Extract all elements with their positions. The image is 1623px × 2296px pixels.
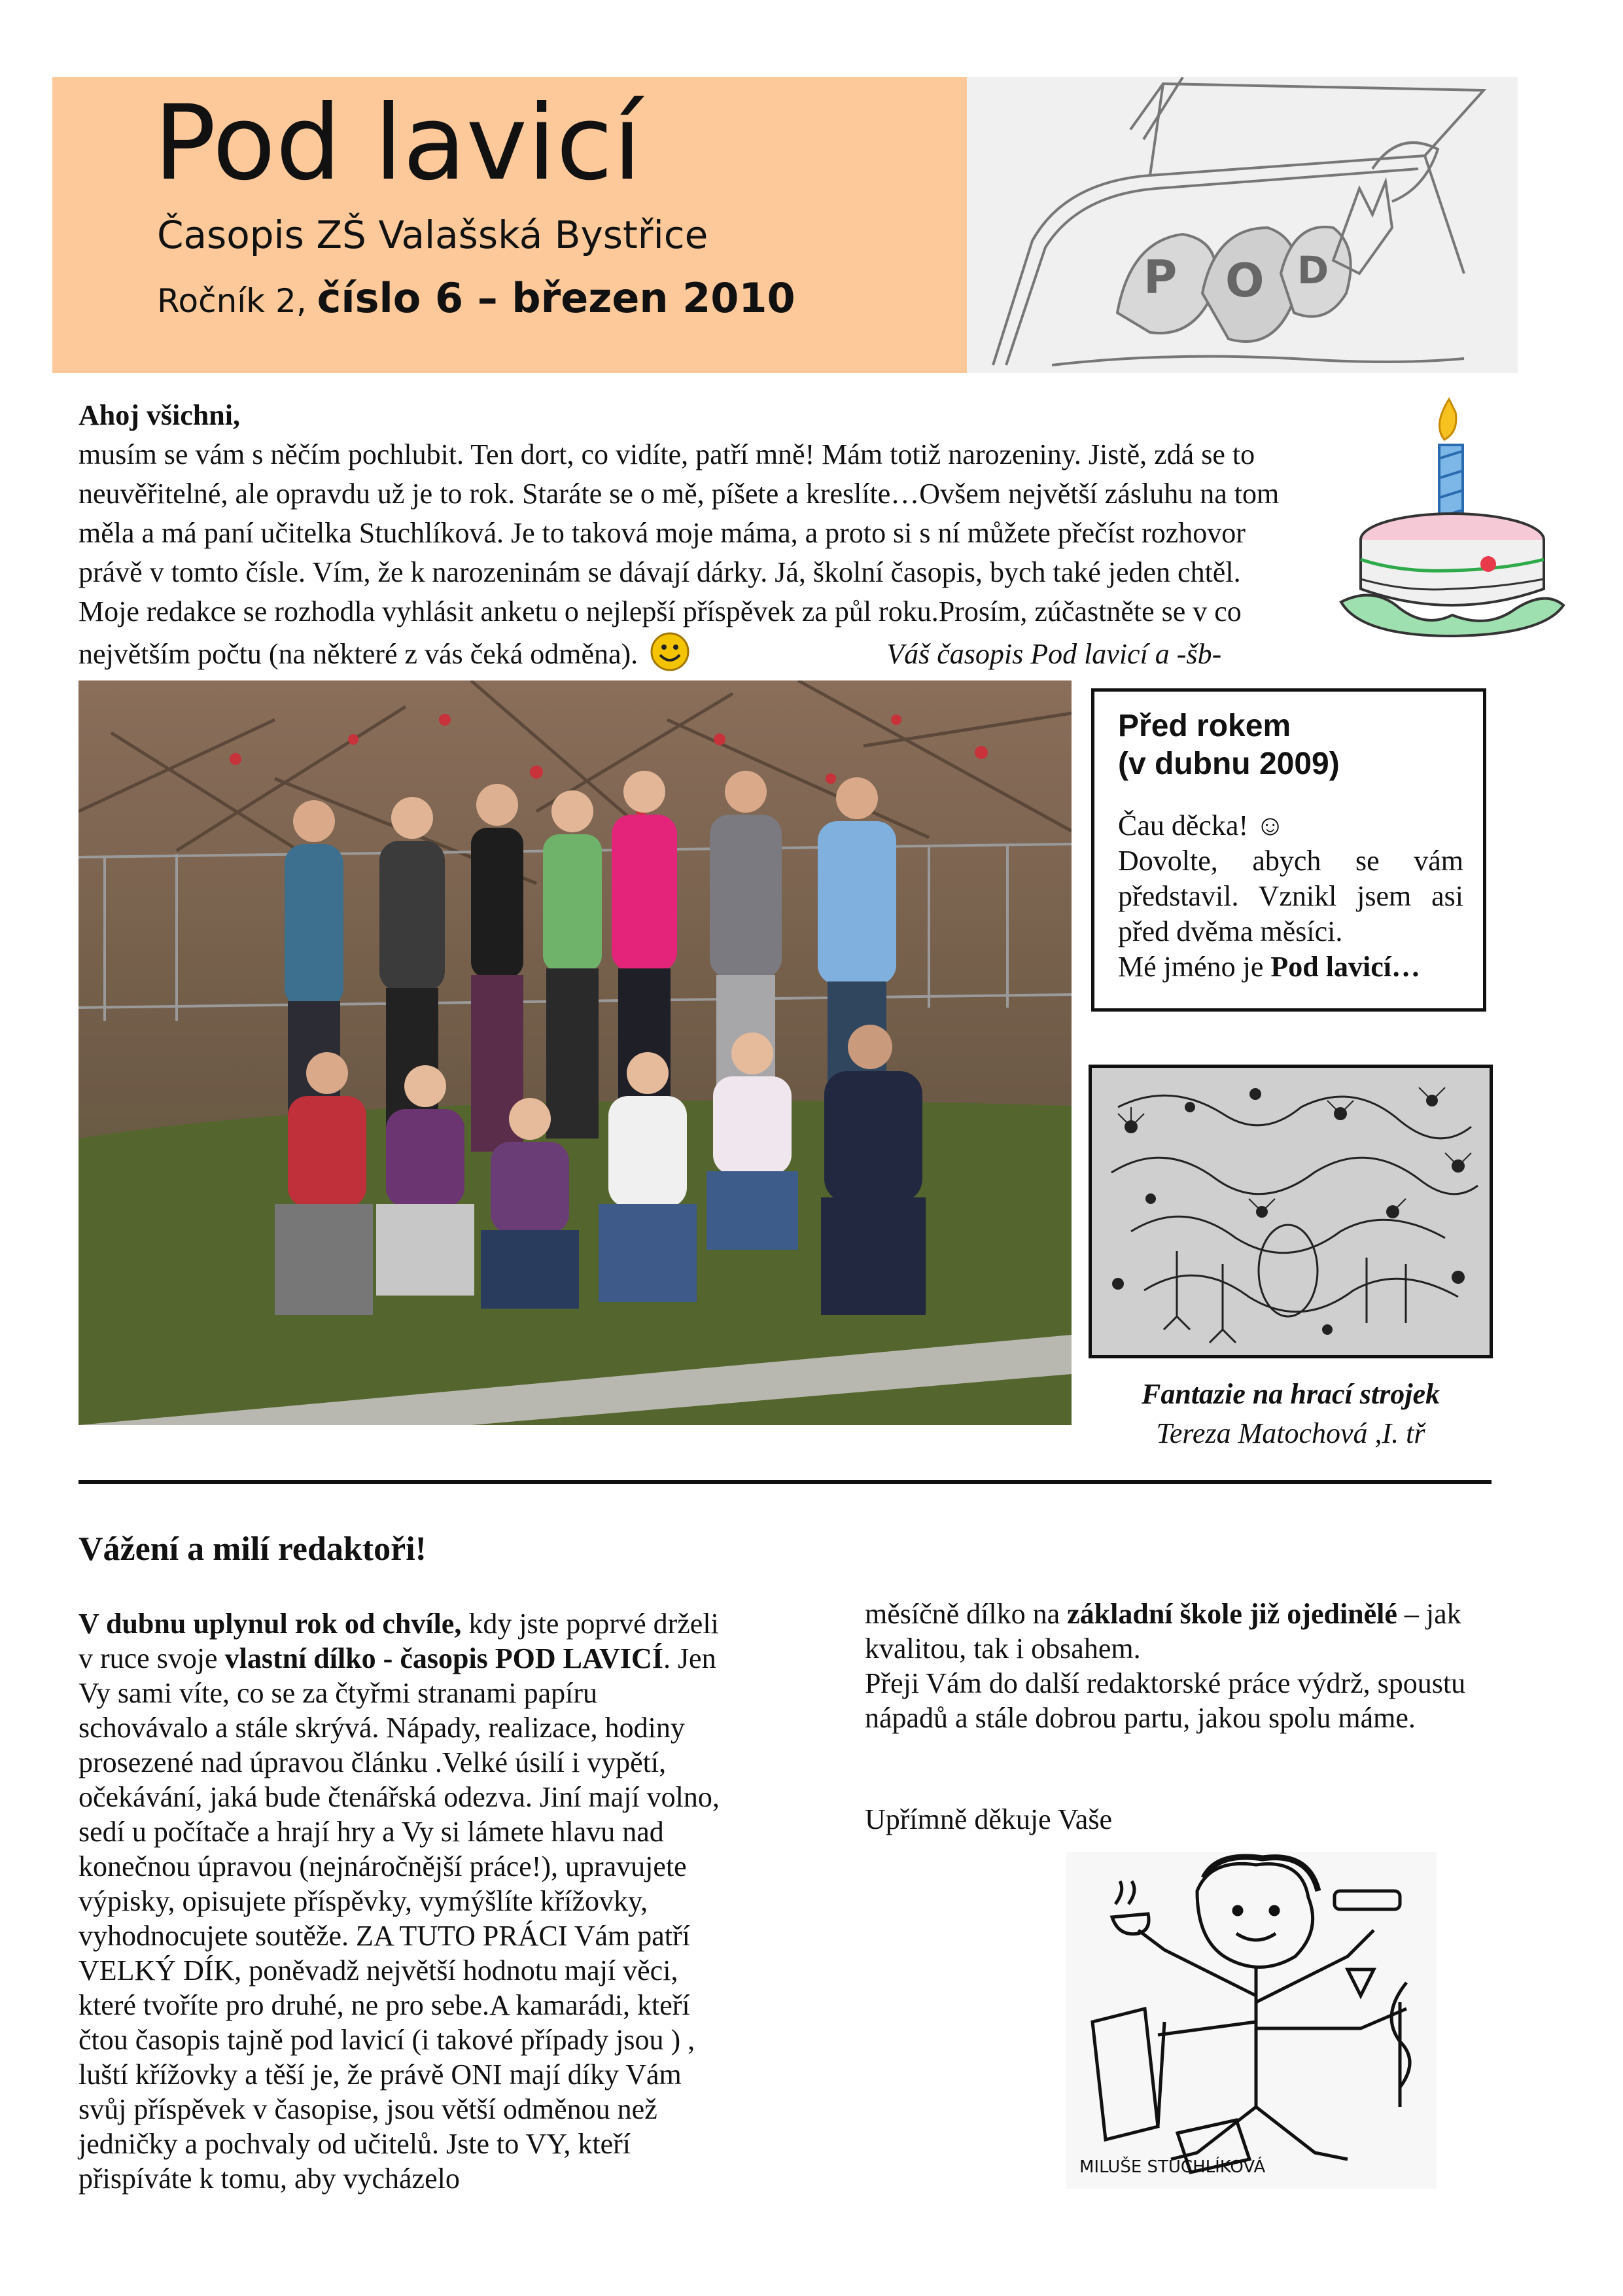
editorial-line: luští křížovky a těší je, že právě ONI mají díky Vám — [79, 2058, 682, 2091]
smiley-icon — [650, 631, 690, 682]
issue-number: číslo 6 – březen 2010 — [317, 274, 795, 322]
issue-info — [157, 274, 795, 322]
editorial-line: vyhodnocujete soutěže. ZA TUTO PRÁCI Vám patří — [79, 1920, 690, 1952]
intro-line: Moje redakce se rozhodla vyhlásit anketu o nejlepší příspěvek za půl roku.Prosím, zúčastněte se v co — [79, 595, 1242, 627]
page-title: Pod lavicí — [154, 83, 642, 203]
year-ago-box — [1091, 688, 1486, 1012]
svg-text:P: P — [1143, 251, 1178, 304]
editorial-line: schovávalo a stále skrývá. Nápady, realizace, hodiny — [79, 1712, 685, 1744]
editorial-line: Přeji Vám do další redaktorské práce výdrž, spoustu — [865, 1667, 1466, 1699]
editorial-line: výpisky, opisujete příspěvky, vymýšlíte křížovky, — [79, 1885, 648, 1917]
drawing-caption-title: Fantazie na hrací strojek — [1142, 1378, 1440, 1410]
portrait-signature: MILUŠE STUCHLÍKOVÁ — [1079, 2157, 1266, 2177]
drawing-caption-author: Tereza Matochová ,I. tř — [1156, 1417, 1425, 1449]
editorial-column-left — [79, 1606, 811, 2196]
editorial-line: Vy sami víte, co se za čtyřmi stranami papíru — [79, 1677, 597, 1709]
birthday-cake-icon — [1335, 393, 1570, 641]
editorial-line: svůj příspěvek v časopise, jsou větší odměnou než — [79, 2093, 657, 2125]
editorial-text: měsíčně dílko na — [865, 1598, 1068, 1630]
year-ago-name: Pod lavicí… — [1270, 951, 1420, 983]
music-box-drawing-image — [1089, 1065, 1493, 1358]
intro-last-line — [79, 631, 1335, 682]
editorial-text: v ruce svoje — [79, 1642, 225, 1674]
year-ago-line — [1118, 949, 1463, 985]
editorial-text: – jak — [1397, 1598, 1461, 1630]
class-group-photo — [79, 680, 1072, 1425]
issue-prefix: Ročník 2, — [157, 282, 307, 320]
editorial-line: přispíváte k tomu, aby vycházelo — [79, 2163, 460, 2195]
editorial-bold-phrase: vlastní dílko - časopis POD LAVICÍ — [224, 1642, 663, 1674]
editorial-line: čtou časopis tajně pod lavicí (i takové případy jsou ) , — [79, 2024, 695, 2056]
editorial-column-right — [865, 1597, 1519, 1735]
section-divider — [79, 1480, 1492, 1484]
editorial-line: VELKÝ DÍK, poněvadž největší hodnotu mají věci, — [79, 1954, 678, 1987]
year-ago-name-prefix: Mé jméno je — [1118, 951, 1271, 983]
editorial-heading: Vážení a milí redaktoři! — [79, 1530, 427, 1568]
editorial-line: prosezené nad úpravou článku .Velké úsilí i vypětí, — [79, 1746, 667, 1778]
intro-greeting: Ahoj všichni, — [79, 399, 240, 431]
editorial-line: které tvoříte pro druhé, ne pro sebe.A kamarádi, kteří — [79, 1989, 690, 2021]
year-ago-text — [1118, 808, 1463, 985]
editorial-bold-phrase: základní škole již ojedinělé — [1067, 1598, 1397, 1630]
year-ago-heading-line: Před rokem — [1118, 709, 1291, 743]
teacher-portrait-drawing-image — [1066, 1852, 1437, 2189]
year-ago-heading — [1118, 707, 1463, 783]
intro-line: neuvěřitelné, ale opravdu už je to rok. Staráte se o mě, píšete a kreslíte…Ovšem největší zásluhu na tom — [79, 478, 1280, 510]
editorial-text: . Jen — [663, 1642, 716, 1674]
editorial-line: konečnou úpravou (nejnáročnější práce!), upravujete — [79, 1850, 687, 1882]
intro-line: právě v tomto čísle. Vím, že k narozeninám se dávají dárky. Já, školní časopis, bych také jeden chtěl. — [79, 556, 1241, 588]
editorial-line: očekávání, jaká bude čtenářská odezva. Jiní mají volno, — [79, 1781, 720, 1813]
svg-text:D: D — [1297, 248, 1329, 292]
editorial-line: jedničky a pochvaly od učitelů. Jste to VY, kteří — [79, 2128, 631, 2160]
masthead-sketch-image — [967, 77, 1518, 373]
editorial-line — [865, 1597, 1519, 1631]
editorial-line — [79, 1641, 811, 1676]
intro-line: největším počtu (na některé z vás čeká odměna). — [79, 638, 638, 671]
intro-signature: Váš časopis Pod lavicí a -šb- — [886, 638, 1222, 671]
intro-line: měla a má paní učitelka Stuchlíková. Je to taková moje máma, a proto si s ní můžete přečíst rozhovor — [79, 517, 1246, 549]
editorial-closing: Upřímně děkuje Vaše — [865, 1803, 1112, 1835]
intro-letter — [79, 396, 1335, 682]
editorial-line: kvalitou, tak i obsahem. — [865, 1633, 1141, 1665]
editorial-line — [79, 1606, 811, 1641]
page-subtitle: Časopis ZŠ Valašská Bystřice — [157, 213, 708, 257]
editorial-bold-phrase: V dubnu uplynul rok od chvíle, — [79, 1608, 462, 1640]
intro-line: musím se vám s něčím pochlubit. Ten dort, co vidíte, patří mně! Mám totiž narozeniny. Jistě, zdá se to — [79, 438, 1255, 470]
year-ago-line: Čau děcka! ☺ — [1118, 809, 1285, 841]
year-ago-heading-line: (v dubnu 2009) — [1118, 747, 1340, 781]
editorial-text: kdy jste poprvé drželi — [461, 1608, 719, 1640]
svg-text:O: O — [1225, 254, 1265, 308]
editorial-line: nápadů a stále dobrou partu, jakou spolu máme. — [865, 1702, 1416, 1734]
editorial-line: sedí u počítače a hrají hry a Vy si lámete hlavu nad — [79, 1816, 664, 1848]
year-ago-line: Dovolte, abych se vám představil. Vznikl jsem asi před dvěma měsíci. — [1118, 845, 1463, 947]
